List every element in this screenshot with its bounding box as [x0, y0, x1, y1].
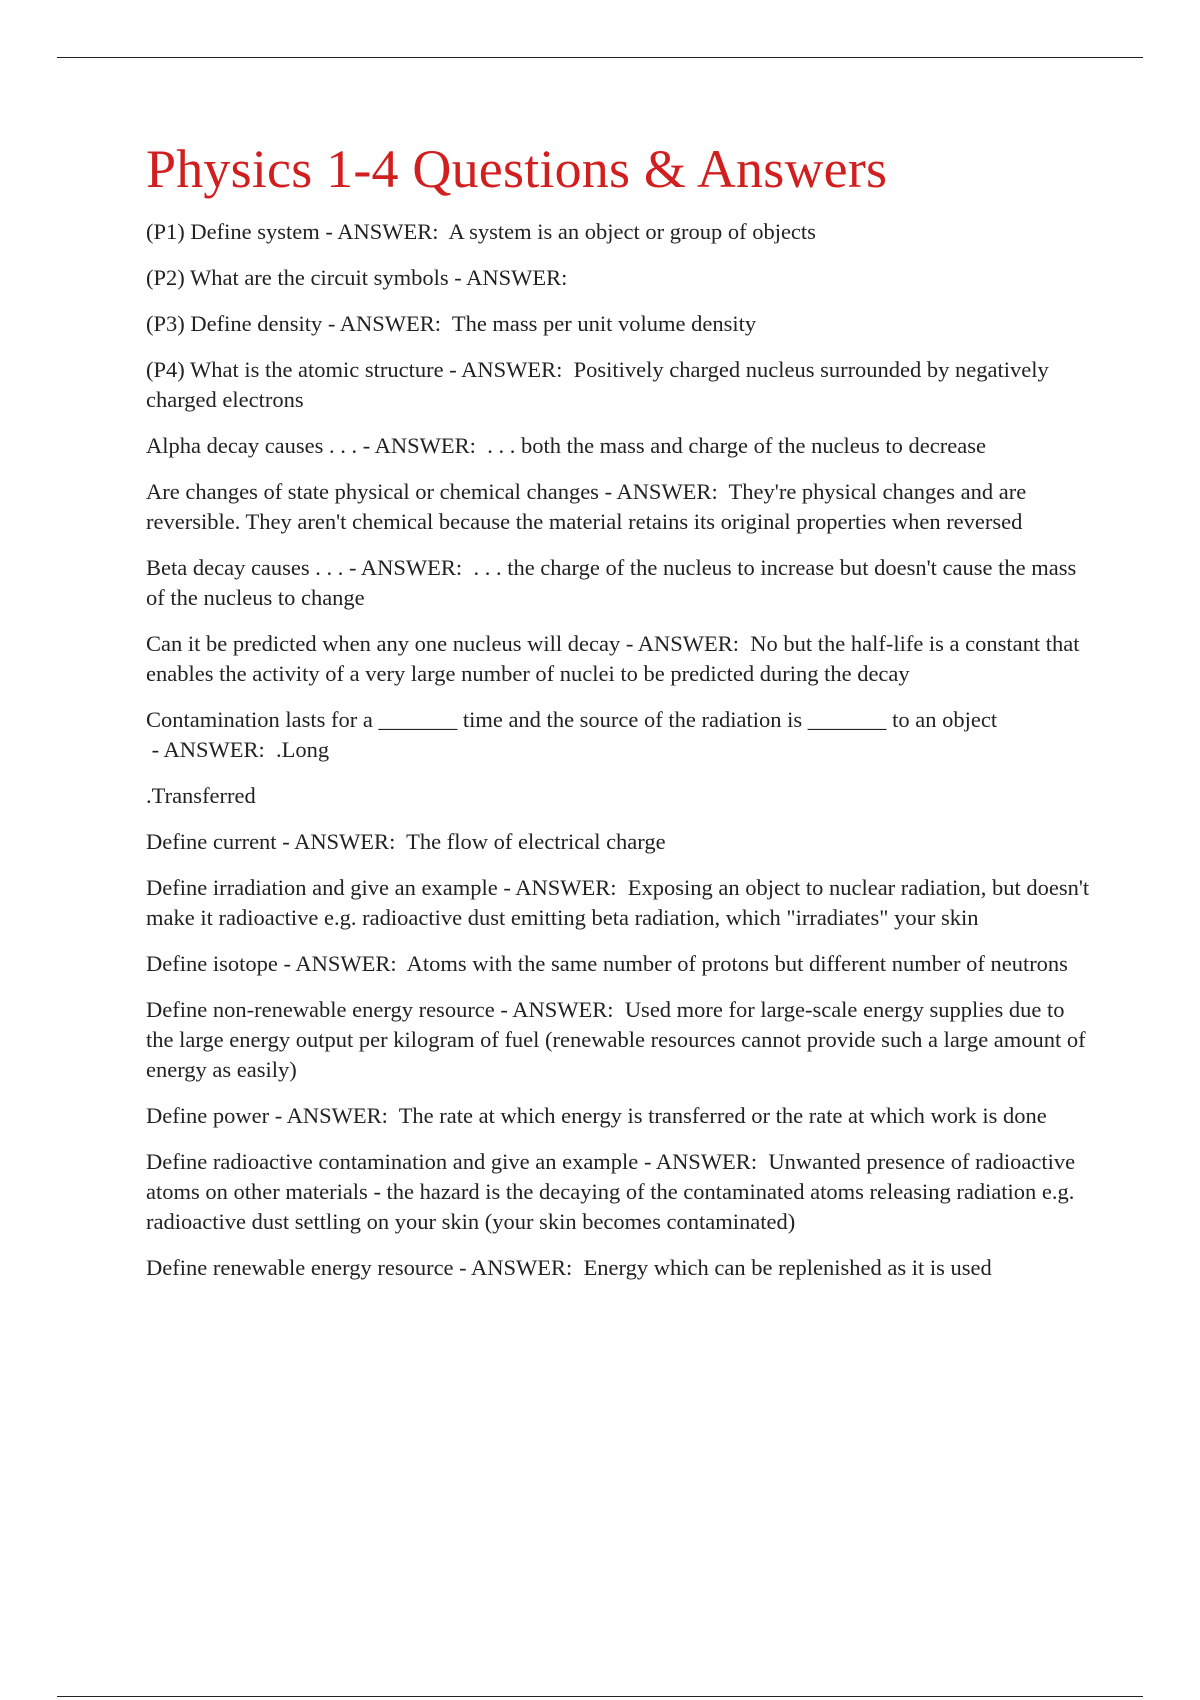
qa-item: [146, 1147, 1094, 1237]
document-title: Physics 1-4 Questions & Answers: [146, 139, 888, 199]
qa-item: [146, 827, 1094, 857]
answer-continuation: .Transferred: [146, 783, 256, 809]
qa-item: [146, 1101, 1094, 1131]
question-text: Can it be predicted when any one nucleus will decay: [146, 631, 621, 657]
answer-text: Atoms with the same number of protons but different number of neutrons: [406, 951, 1068, 977]
answer-text: Energy which can be replenished as it is used: [583, 1255, 992, 1281]
answer-separator: - ANSWER:: [276, 829, 407, 855]
answer-text: Used more for large-scale energy supplies due to the large energy output per kilogram of fuel (renewable resources cannot provide such a large amount of energy as easily): [146, 997, 1086, 1083]
document-body: [146, 140, 1094, 1299]
question-text: (P4) What is the atomic structure: [146, 357, 444, 383]
answer-separator: - ANSWER:: [322, 311, 452, 337]
top-divider: [57, 57, 1143, 58]
answer-separator: - ANSWER:: [448, 265, 579, 291]
answer-text: Unwanted presence of radioactive atoms on other materials - the hazard is the decaying of the contaminated atoms releasing radiation e.g. radioactive dust settling on your skin (your skin becomes contaminated): [146, 1149, 1076, 1235]
question-text: Define isotope: [146, 951, 278, 977]
question-text: (P2) What are the circuit symbols: [146, 265, 449, 291]
answer-separator: - ANSWER:: [357, 433, 488, 459]
question-text: Beta decay causes . . .: [146, 555, 344, 581]
answer-separator: - ANSWER:: [638, 1149, 769, 1175]
qa-item: [146, 431, 1094, 461]
qa-item: [146, 355, 1094, 415]
qa-item: [146, 1253, 1094, 1283]
question-text: Define irradiation and give an example: [146, 875, 498, 901]
answer-text: .Long: [276, 737, 330, 763]
answer-separator: - ANSWER:: [598, 479, 729, 505]
answer-text: They're physical changes and are reversible. They aren't chemical because the material retains its original properties when reversed: [146, 479, 1027, 535]
answer-text: Exposing an object to nuclear radiation, but doesn't make it radioactive e.g. radioactive dust emitting beta radiation, which "irradiates" your skin: [146, 875, 1090, 931]
answer-text: A system is an object or group of objects: [448, 219, 816, 245]
question-text: Alpha decay causes . . .: [146, 433, 358, 459]
question-text: Define radioactive contamination and give an example: [146, 1149, 639, 1175]
answer-separator: - ANSWER:: [443, 357, 574, 383]
answer-separator: - ANSWER:: [343, 555, 474, 581]
qa-item: [146, 629, 1094, 689]
qa-item: [146, 873, 1094, 933]
answer-text: The rate at which energy is transferred or the rate at which work is done: [398, 1103, 1047, 1129]
qa-item: [146, 553, 1094, 613]
answer-text: The mass per unit volume density: [451, 311, 757, 337]
answer-separator: - ANSWER:: [620, 631, 751, 657]
answer-separator: - ANSWER:: [319, 219, 449, 245]
answer-text: . . . the charge of the nucleus to increase but doesn't cause the mass of the nucleus to change: [146, 555, 1077, 611]
answer-separator: - ANSWER:: [146, 737, 277, 763]
question-text: Define power: [146, 1103, 270, 1129]
question-text: Define non-renewable energy resource: [146, 997, 495, 1023]
qa-item: [146, 477, 1094, 537]
question-text: Define current: [146, 829, 277, 855]
question-text: Contamination lasts for a _______ time and the source of the radiation is _______ to an object: [146, 707, 998, 733]
qa-item: [146, 263, 1094, 293]
bottom-divider: [57, 1696, 1143, 1697]
question-text: (P1) Define system: [146, 219, 320, 245]
answer-separator: - ANSWER:: [497, 875, 628, 901]
question-text: Are changes of state physical or chemical changes: [146, 479, 599, 505]
answer-text: The flow of electrical charge: [406, 829, 666, 855]
answer-separator: - ANSWER:: [453, 1255, 584, 1281]
answer-text: No but the half-life is a constant that enables the activity of a very large number of nuclei to be predicted during the decay: [146, 631, 1080, 687]
qa-item: [146, 309, 1094, 339]
qa-item: [146, 995, 1094, 1085]
question-text: Define renewable energy resource: [146, 1255, 454, 1281]
qa-item: [146, 705, 1094, 765]
answer-text: . . . both the mass and charge of the nucleus to decrease: [487, 433, 986, 459]
answer-separator: - ANSWER:: [269, 1103, 399, 1129]
answer-separator: - ANSWER:: [494, 997, 625, 1023]
qa-item: [146, 949, 1094, 979]
answer-text: Positively charged nucleus surrounded by negatively charged electrons: [146, 357, 1049, 413]
answer-separator: - ANSWER:: [277, 951, 407, 977]
qa-item: [146, 217, 1094, 247]
question-text: (P3) Define density: [146, 311, 323, 337]
